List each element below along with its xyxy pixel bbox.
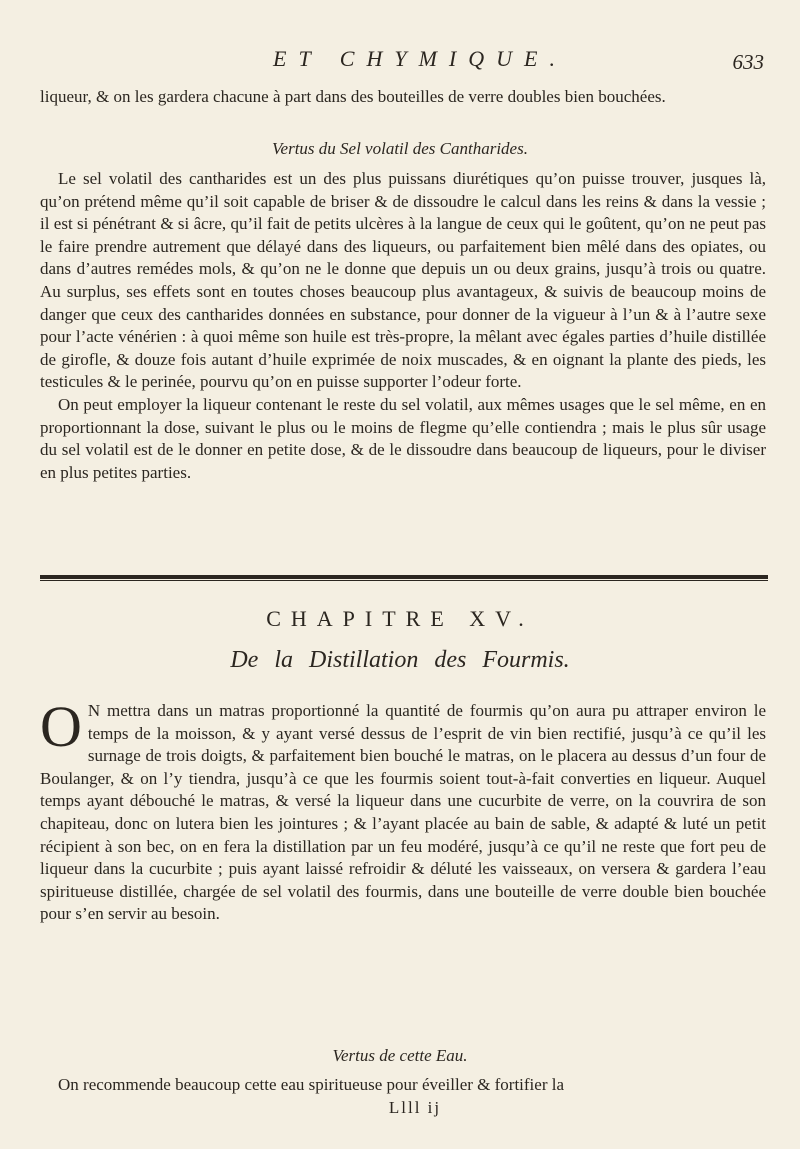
section-heading-virtues-salt: Vertus du Sel volatil des Cantharides.	[272, 139, 528, 158]
chapter-number: CHAPITRE XV.	[266, 606, 534, 631]
chapter-paragraph-text: N mettra dans un matras proportionné la quantité de fourmis qu’on aura pu attraper environ le temps de la moisson, & y ayant versé dessus de l’esprit de vin bien rectifié, jusqu’à ce qu’il les surnage de trois doigts, & parfaitement bien bouché le matras, on le placera au dessus d’un four de Boulanger, & on l’y tiendra, jusqu’à ce que les fourmis soient tout-à-fait converties en liqueur. Auquel temps ayant débouché le matras, & versé la liqueur dans une cucurbite de verre, on la couvrira de son chapiteau, donc on lutera bien les jointures ; & l’ayant placée au bain de sable, & adapté & luté un petit récipient à son bec, on en fera la distillation par un feu modéré, jusqu’à ce qu’il ne reste que fort peu de liqueur dans la cucurbite ; puis ayant laissé refroidir & déluté les vaisseaux, on versera & gardera l’eau spiritueuse distillée, chargée de sel volatil des fourmis, dans une bouteille de verre double bien bouchée pour s’en servir au besoin.	[40, 701, 766, 924]
intro-text: liqueur, & on les gardera chacune à part dans des bouteilles de verre doubles bien bouchées.	[40, 87, 666, 106]
section-1-body	[40, 168, 766, 484]
drop-cap: O	[40, 694, 82, 759]
running-head	[0, 46, 800, 80]
signature-mark: Llll ij	[388, 1098, 442, 1117]
chapter-divider-rule	[40, 575, 768, 582]
page-number: 633	[732, 50, 764, 74]
rule-thin-line	[40, 580, 768, 581]
paragraph: Le sel volatil des cantharides est un des plus puissans diurétiques qu’on puisse trouver, jusques là, qu’on prétend même qu’il soit capable de briser & de dissoudre le calcul dans les reins & dans la vessie ; il est si pénétrant & si âcre, qu’il fait de petits ulcères à la langue de ceux qui le goûtent, qu’on ne peut pas le faire prendre autrement que délayé dans des liqueurs, ou parfaitement bien mêlé dans des opiates, ou dans d’autres remédes mols, & qu’on ne le donne que depuis un ou deux grains, jusqu’à trois ou quatre. Au surplus, ses effets sont en toutes choses beaucoup plus avantageux, & suivis de beaucoup moins de danger que ceux des cantharides données en substance, pour donner de la vigueur à l’un & à l’autre sexe pour l’acte vénérien : à quoi même son huile est très-propre, la mêlant avec égales parties d’huile distillée de girofle, & douze fois autant d’huile exprimée de noix muscades, & en oignant la plante des pieds, les testicules & le perinée, pourvu qu’on en puisse supporter l’odeur forte.	[40, 169, 766, 392]
rule-thick-line	[40, 575, 768, 579]
chapter-body	[40, 694, 766, 926]
intro-paragraph	[40, 86, 766, 109]
section-heading-virtues-water: Vertus de cette Eau.	[332, 1046, 468, 1065]
section-2-body	[40, 1074, 766, 1097]
paragraph: On peut employer la liqueur contenant le reste du sel volatil, aux mêmes usages que le sel même, en en proportionnant la dose, suivant le plus ou le moins de flegme qu’elle contiendra ; mais le plus sûr usage du sel volatil est de le donner en petite dose, & de le dissoudre dans beaucoup de liqueurs, pour le diviser en plus petites parties.	[40, 394, 766, 482]
paragraph: On recommende beaucoup cette eau spiritueuse pour éveiller & fortifier la	[58, 1075, 565, 1094]
chapter-paragraph	[40, 694, 766, 926]
running-head-title: ET CHYMIQUE.	[273, 46, 567, 71]
chapter-title: De la Distillation des Fourmis.	[230, 647, 570, 673]
